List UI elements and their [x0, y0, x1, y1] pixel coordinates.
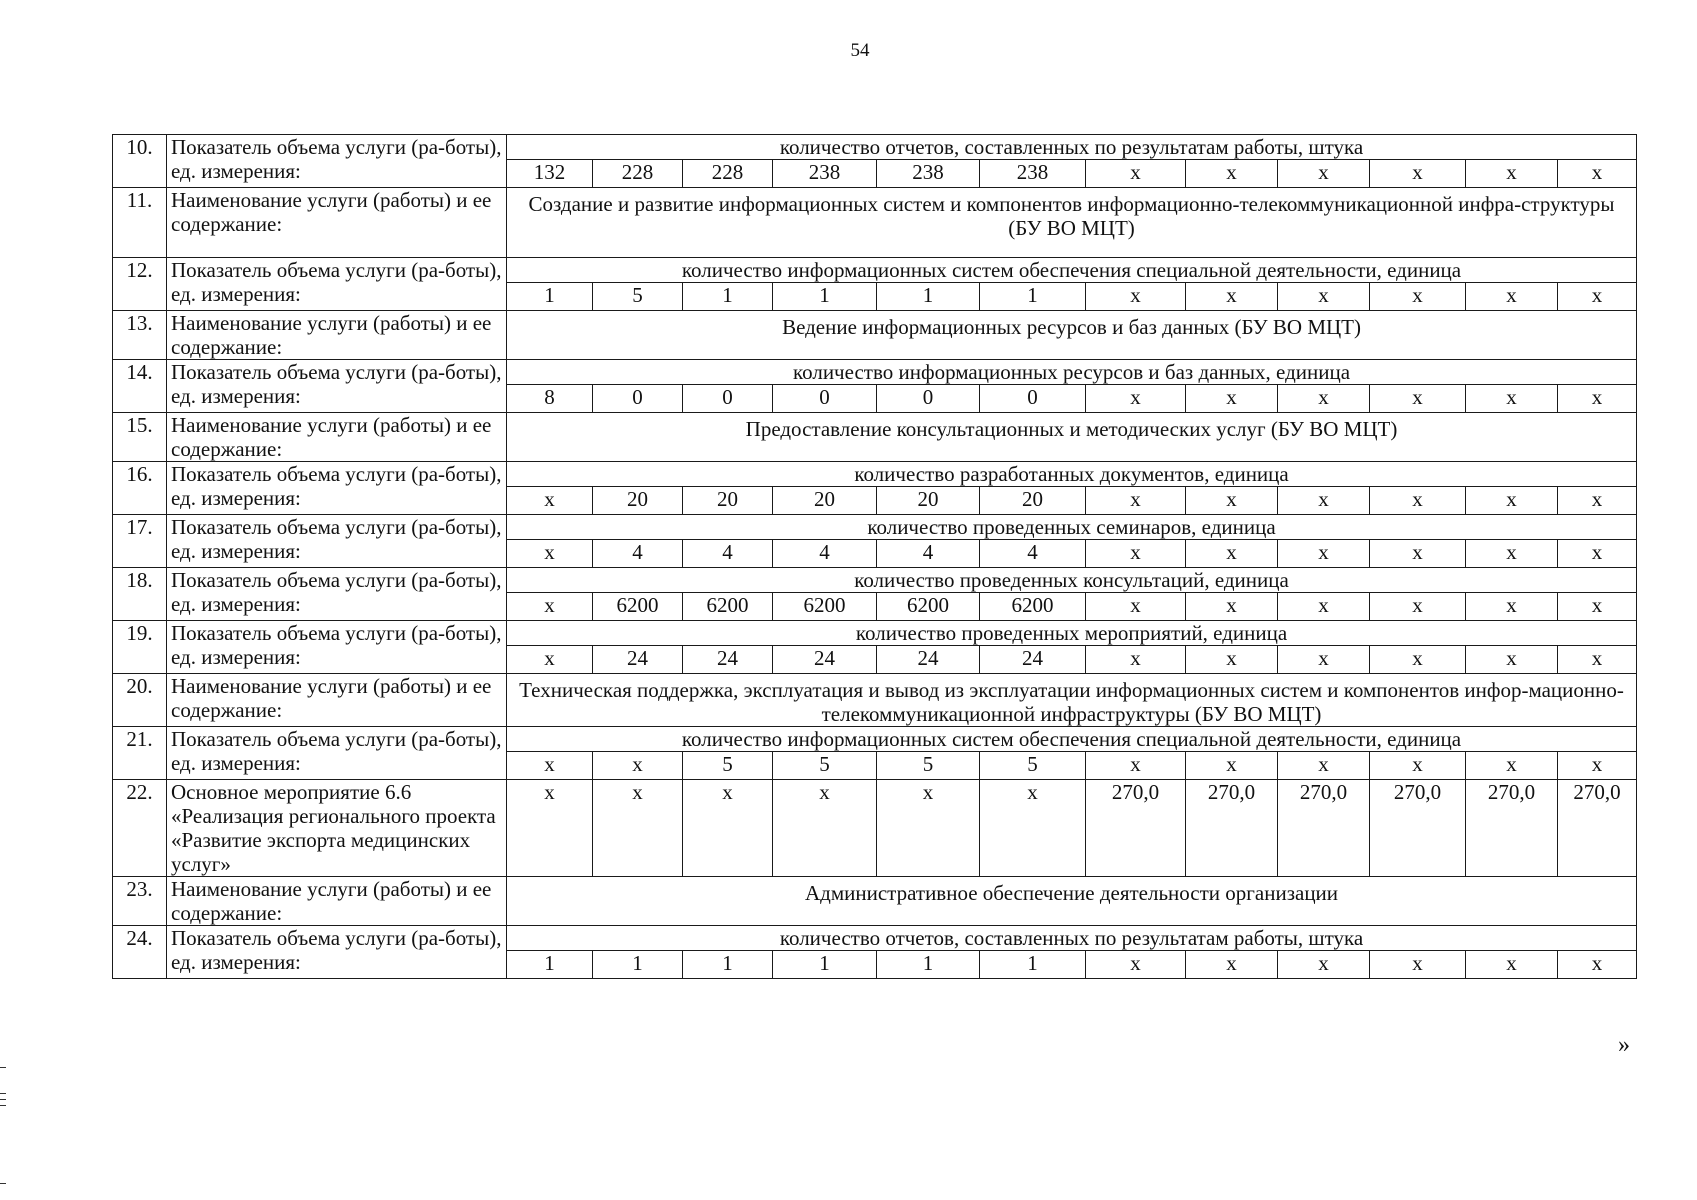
table-row [113, 413, 1637, 462]
row-number: 19. [113, 621, 167, 674]
value-cell: 1 [773, 951, 877, 979]
value-cell: 4 [877, 540, 980, 568]
value-cell: 270,0 [1466, 780, 1558, 877]
value-cell: 4 [593, 540, 683, 568]
margin-mark [0, 1067, 6, 1068]
row-number: 22. [113, 780, 167, 877]
value-cell: 6200 [773, 593, 877, 621]
value-cell: x [507, 780, 593, 877]
closing-quote-mark: » [1618, 1032, 1630, 1058]
value-cell: x [1466, 160, 1558, 188]
table-row [113, 462, 1637, 487]
table-row [113, 360, 1637, 385]
value-cell: x [1278, 283, 1370, 311]
value-cell: 6200 [980, 593, 1086, 621]
service-name-text: Предоставление консультационных и методических услуг (БУ ВО МЦТ) [507, 413, 1637, 462]
table-row [113, 135, 1637, 160]
value-cell: x [1558, 951, 1637, 979]
row-label: Показатель объема услуги (ра-боты), ед. измерения: [167, 135, 507, 188]
value-cell: x [1086, 593, 1186, 621]
table-row [113, 727, 1637, 752]
value-cell: x [1186, 540, 1278, 568]
table-row [113, 877, 1637, 926]
value-cell: x [507, 487, 593, 515]
value-cell: 24 [593, 646, 683, 674]
row-number: 16. [113, 462, 167, 515]
value-cell: 4 [980, 540, 1086, 568]
value-cell: 20 [877, 487, 980, 515]
value-cell: x [1466, 646, 1558, 674]
value-cell: x [1278, 752, 1370, 780]
row-number: 20. [113, 674, 167, 727]
value-cell: 20 [980, 487, 1086, 515]
row-label: Основное мероприятие 6.6 «Реализация регионального проекта «Развитие экспорта медицинских услуг» [167, 780, 507, 877]
value-cell: x [1370, 540, 1466, 568]
value-cell: 4 [683, 540, 773, 568]
value-cell: 1 [877, 283, 980, 311]
margin-mark [0, 1105, 6, 1106]
row-number: 14. [113, 360, 167, 413]
value-cell: x [1278, 593, 1370, 621]
value-cell: 5 [773, 752, 877, 780]
value-cell: 1 [507, 951, 593, 979]
value-cell: x [1370, 951, 1466, 979]
value-cell: x [773, 780, 877, 877]
value-cell: 6200 [877, 593, 980, 621]
value-cell: x [1466, 951, 1558, 979]
value-cell: x [683, 780, 773, 877]
row-label: Показатель объема услуги (ра-боты), ед. измерения: [167, 462, 507, 515]
value-cell: 238 [980, 160, 1086, 188]
value-cell: x [1278, 385, 1370, 413]
value-cell: 24 [980, 646, 1086, 674]
value-cell: x [1186, 487, 1278, 515]
value-cell: x [1186, 593, 1278, 621]
row-label: Наименование услуги (работы) и ее содержание: [167, 311, 507, 360]
indicator-unit-text: количество информационных систем обеспечения специальной деятельности, единица [507, 727, 1637, 752]
row-label: Показатель объема услуги (ра-боты), ед. измерения: [167, 360, 507, 413]
table-row [113, 311, 1637, 360]
row-label: Показатель объема услуги (ра-боты), ед. измерения: [167, 568, 507, 621]
value-cell: x [980, 780, 1086, 877]
value-cell: 270,0 [1558, 780, 1637, 877]
row-number: 11. [113, 188, 167, 258]
value-cell: x [507, 646, 593, 674]
row-number: 15. [113, 413, 167, 462]
value-cell: 0 [683, 385, 773, 413]
value-cell: x [1558, 752, 1637, 780]
margin-mark [0, 1099, 6, 1100]
value-cell: 0 [980, 385, 1086, 413]
value-cell: 0 [773, 385, 877, 413]
value-cell: x [1278, 646, 1370, 674]
value-cell: x [1186, 160, 1278, 188]
value-cell: 24 [683, 646, 773, 674]
value-cell: x [1086, 385, 1186, 413]
value-cell: 24 [773, 646, 877, 674]
indicator-unit-text: количество информационных ресурсов и баз данных, единица [507, 360, 1637, 385]
value-cell: x [1086, 160, 1186, 188]
table-row [113, 621, 1637, 646]
value-cell: 5 [877, 752, 980, 780]
value-cell: x [1558, 160, 1637, 188]
value-cell: x [593, 752, 683, 780]
service-name-text: Ведение информационных ресурсов и баз данных (БУ ВО МЦТ) [507, 311, 1637, 360]
value-cell: x [1278, 160, 1370, 188]
value-cell: x [1186, 752, 1278, 780]
value-cell: 1 [683, 951, 773, 979]
row-label: Показатель объема услуги (ра-боты), ед. измерения: [167, 515, 507, 568]
value-cell: x [507, 752, 593, 780]
value-cell: 6200 [593, 593, 683, 621]
value-cell: 238 [773, 160, 877, 188]
value-cell: x [1466, 593, 1558, 621]
value-cell: x [1186, 951, 1278, 979]
value-cell: x [1278, 540, 1370, 568]
service-name-text: Административное обеспечение деятельности организации [507, 877, 1637, 926]
value-cell: 5 [980, 752, 1086, 780]
table-row [113, 515, 1637, 540]
row-label: Наименование услуги (работы) и ее содержание: [167, 188, 507, 258]
value-cell: 228 [683, 160, 773, 188]
value-cell: 6200 [683, 593, 773, 621]
value-cell: 270,0 [1186, 780, 1278, 877]
value-cell: 1 [877, 951, 980, 979]
service-name-text: Техническая поддержка, эксплуатация и вывод из эксплуатации информационных систем и компонентов инфор-мационно-телекоммуникационной инфраструктуры (БУ ВО МЦТ) [507, 674, 1637, 727]
row-label: Показатель объема услуги (ра-боты), ед. измерения: [167, 926, 507, 979]
value-cell: 132 [507, 160, 593, 188]
value-cell: x [1086, 646, 1186, 674]
value-cell: x [1370, 487, 1466, 515]
value-cell: 0 [593, 385, 683, 413]
value-cell: 270,0 [1086, 780, 1186, 877]
value-cell: 20 [773, 487, 877, 515]
value-cell: x [1278, 951, 1370, 979]
indicator-unit-text: количество разработанных документов, единица [507, 462, 1637, 487]
value-cell: x [1466, 283, 1558, 311]
indicator-unit-text: количество информационных систем обеспечения специальной деятельности, единица [507, 258, 1637, 283]
value-cell: x [1086, 540, 1186, 568]
value-cell: x [1558, 646, 1637, 674]
value-cell: 5 [683, 752, 773, 780]
value-cell: x [1086, 752, 1186, 780]
value-cell: 238 [877, 160, 980, 188]
table-row [113, 780, 1637, 877]
row-label: Наименование услуги (работы) и ее содержание: [167, 877, 507, 926]
value-cell: 1 [773, 283, 877, 311]
row-number: 21. [113, 727, 167, 780]
value-cell: 270,0 [1370, 780, 1466, 877]
table-row [113, 258, 1637, 283]
indicator-unit-text: количество проведенных консультаций, единица [507, 568, 1637, 593]
value-cell: x [1186, 385, 1278, 413]
value-cell: x [1558, 283, 1637, 311]
row-label: Показатель объема услуги (ра-боты), ед. измерения: [167, 727, 507, 780]
value-cell: x [1086, 951, 1186, 979]
row-number: 13. [113, 311, 167, 360]
indicator-unit-text: количество проведенных семинаров, единица [507, 515, 1637, 540]
value-cell: 20 [593, 487, 683, 515]
value-cell: 1 [593, 951, 683, 979]
table-row [113, 188, 1637, 258]
row-number: 18. [113, 568, 167, 621]
value-cell: x [1186, 646, 1278, 674]
table-body [113, 135, 1637, 979]
value-cell: x [1466, 540, 1558, 568]
row-number: 23. [113, 877, 167, 926]
margin-mark [0, 1093, 6, 1094]
row-number: 10. [113, 135, 167, 188]
page-number: 54 [850, 40, 870, 61]
value-cell: x [1466, 385, 1558, 413]
table-row [113, 674, 1637, 727]
table-row [113, 926, 1637, 951]
value-cell: x [1558, 593, 1637, 621]
indicator-unit-text: количество отчетов, составленных по результатам работы, штука [507, 926, 1637, 951]
value-cell: x [1558, 540, 1637, 568]
value-cell: x [1186, 283, 1278, 311]
value-cell: x [1466, 752, 1558, 780]
value-cell: 8 [507, 385, 593, 413]
value-cell: x [1370, 160, 1466, 188]
value-cell: x [507, 540, 593, 568]
value-cell: 20 [683, 487, 773, 515]
value-cell: 4 [773, 540, 877, 568]
value-cell: x [1278, 487, 1370, 515]
value-cell: x [1370, 593, 1466, 621]
indicator-unit-text: количество проведенных мероприятий, единица [507, 621, 1637, 646]
row-number: 17. [113, 515, 167, 568]
row-number: 12. [113, 258, 167, 311]
row-label: Наименование услуги (работы) и ее содержание: [167, 413, 507, 462]
margin-mark [0, 1183, 6, 1184]
value-cell: 0 [877, 385, 980, 413]
row-label: Наименование услуги (работы) и ее содержание: [167, 674, 507, 727]
program-indicators-table [112, 134, 1637, 979]
value-cell: x [1086, 283, 1186, 311]
value-cell: x [1558, 385, 1637, 413]
value-cell: x [1086, 487, 1186, 515]
value-cell: x [1466, 487, 1558, 515]
value-cell: 1 [980, 951, 1086, 979]
value-cell: x [877, 780, 980, 877]
value-cell: 270,0 [1278, 780, 1370, 877]
row-number: 24. [113, 926, 167, 979]
value-cell: 5 [593, 283, 683, 311]
value-cell: x [1370, 385, 1466, 413]
row-label: Показатель объема услуги (ра-боты), ед. измерения: [167, 258, 507, 311]
service-name-text: Создание и развитие информационных систем и компонентов информационно-телекоммуникационной инфра-структуры (БУ ВО МЦТ) [507, 188, 1637, 258]
value-cell: x [593, 780, 683, 877]
value-cell: 1 [683, 283, 773, 311]
value-cell: x [1370, 752, 1466, 780]
row-label: Показатель объема услуги (ра-боты), ед. измерения: [167, 621, 507, 674]
value-cell: 228 [593, 160, 683, 188]
value-cell: 1 [980, 283, 1086, 311]
value-cell: 24 [877, 646, 980, 674]
indicator-unit-text: количество отчетов, составленных по результатам работы, штука [507, 135, 1637, 160]
value-cell: x [1370, 283, 1466, 311]
value-cell: x [507, 593, 593, 621]
value-cell: x [1558, 487, 1637, 515]
table-row [113, 568, 1637, 593]
value-cell: x [1370, 646, 1466, 674]
value-cell: 1 [507, 283, 593, 311]
